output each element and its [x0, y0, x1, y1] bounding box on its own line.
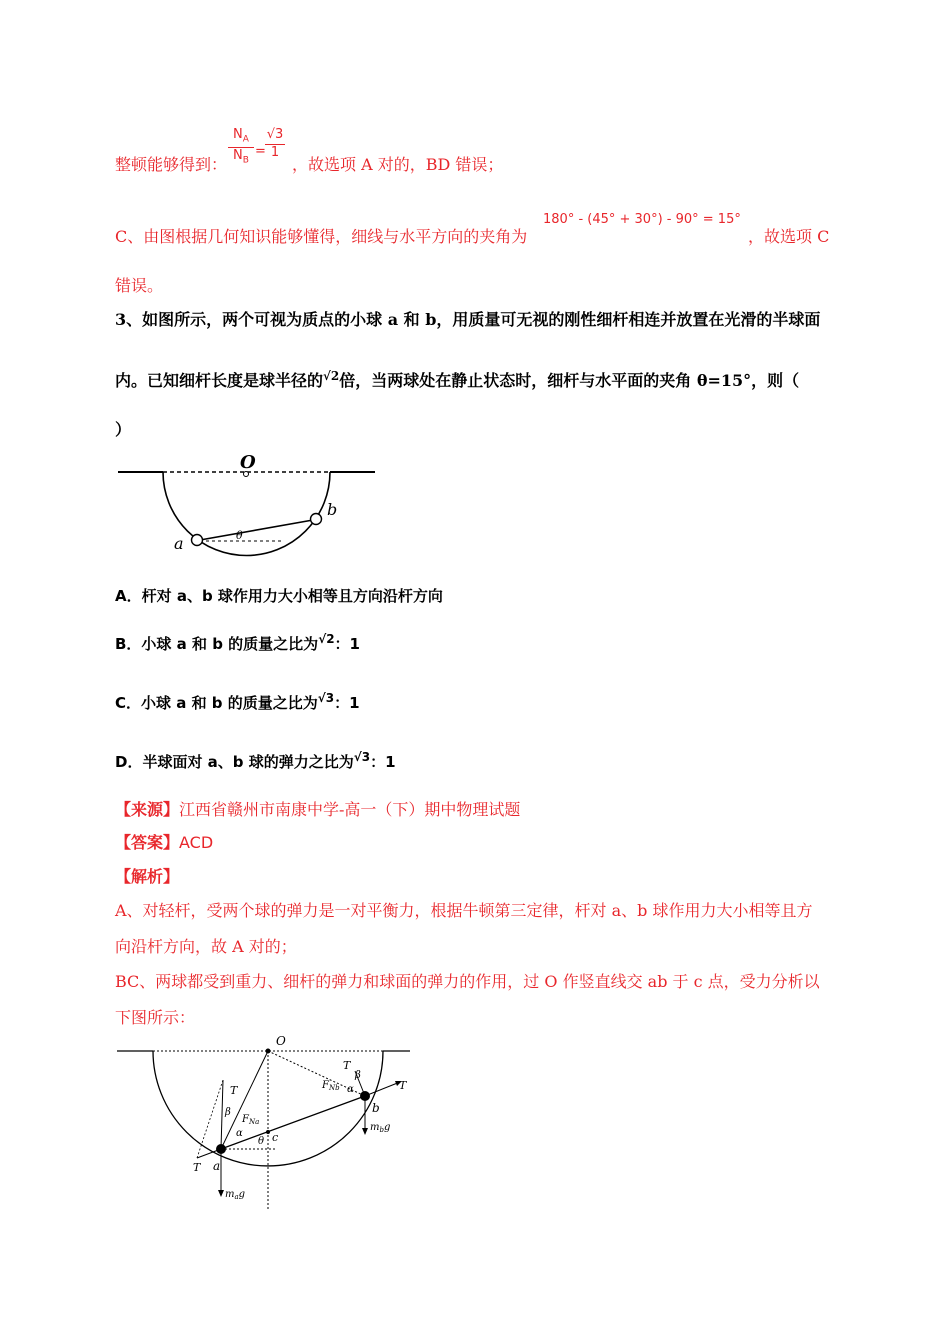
fig2-label-alpha-a: α	[236, 1128, 243, 1139]
analysis-line2: 向沿杆方向，故 A 对的；	[115, 937, 297, 956]
c-suffix: ，故选项 C	[748, 227, 830, 246]
ratio-rhs-fraction	[265, 127, 285, 160]
answer-label: 【答案】	[115, 833, 180, 852]
fig2-label-b: b	[372, 1101, 380, 1115]
fig2-label-theta: θ	[258, 1136, 265, 1147]
fig2-label-beta-a: β	[225, 1107, 231, 1118]
option-c	[115, 691, 360, 713]
fig2-label-O: O	[276, 1034, 286, 1048]
fig2-label-T-right: T	[399, 1079, 407, 1092]
gravity-a-arrow	[218, 1190, 224, 1197]
fig2-label-beta-b: β	[355, 1070, 361, 1081]
label-theta: θ	[236, 529, 243, 542]
question-line2-a: 内。已知细杆长度是球半径的	[115, 371, 324, 390]
hemisphere-arc	[163, 472, 330, 556]
fig2-label-a: a	[213, 1159, 221, 1173]
ratio-line	[115, 152, 227, 175]
ratio-num-sub: A	[242, 134, 249, 145]
analysis-line1: A、对轻杆，受两个球的弹力是一对平衡力，根据牛顿第三定律，杆对 a、b 球作用力大小相等且方	[115, 901, 813, 920]
option-c-suffix: ：1	[334, 694, 360, 712]
tension-b	[365, 1082, 400, 1096]
ball-b-2	[360, 1091, 370, 1101]
fig2-label-FNa: $F_{Na}$	[242, 1114, 260, 1126]
option-c-sqrt: √3	[317, 691, 335, 705]
sqrt2-symbol: √2	[323, 368, 340, 383]
fig2-label-alpha-b: α	[347, 1084, 354, 1095]
point-c	[266, 1130, 270, 1134]
analysis-line3: BC、两球都受到重力、细杆的弹力和球面的弹力的作用，过 O 作竖直线交 ab 于 c 点，受力分析以	[115, 972, 820, 991]
analysis-line4: 下图所示：	[115, 1008, 196, 1027]
gravity-b-arrow	[362, 1128, 368, 1135]
ratio-fraction	[228, 127, 254, 165]
fig2-label-mbg: $m_bg$	[370, 1122, 391, 1134]
question-line2-b: 倍，当两球处在静止状态时，细杆与水平面的夹角 θ=15°，则（	[339, 371, 800, 390]
question-line2	[115, 368, 799, 391]
hemisphere-figure	[115, 448, 380, 573]
ratio-den-sub: B	[242, 155, 249, 166]
fig2-label-mag: $m_ag$	[225, 1189, 246, 1201]
c-prefix: C、由图根据几何知识能够懂得，细线与水平方向的夹角为	[115, 227, 528, 246]
answer-text: ACD	[179, 833, 214, 852]
analysis-label: 【解析】	[115, 867, 180, 886]
source-text: 江西省赣州市南康中学-高一（下）期中物理试题	[179, 800, 521, 819]
rod	[200, 520, 313, 540]
fig2-label-T-upper: T	[230, 1084, 238, 1097]
option-d	[115, 750, 396, 772]
option-b-suffix: ：1	[334, 635, 360, 653]
tension-a-up	[221, 1080, 223, 1149]
ratio-rhs-den: 1	[265, 144, 285, 160]
source-label: 【来源】	[115, 800, 180, 819]
ball-b	[311, 514, 322, 525]
ratio-eq: =	[255, 144, 266, 159]
fig2-label-FNb: $F_{Nb}$	[322, 1080, 340, 1092]
c-tail: 错误。	[115, 276, 164, 295]
ratio-num: N	[233, 127, 243, 142]
fig2-label-c: c	[272, 1131, 279, 1144]
c-formula: 180° - (45° + 30°) - 90° = 15°	[543, 212, 741, 227]
ratio-suffix: ，故选项 A 对的，BD 错误；	[292, 155, 504, 174]
ball-a-2	[216, 1144, 226, 1154]
ball-a	[192, 535, 203, 546]
option-d-sqrt: √3	[353, 750, 371, 764]
option-a: A．杆对 a、b 球作用力大小相等且方向沿杆方向	[115, 587, 443, 605]
question-line1: 3、如图所示，两个可视为质点的小球 a 和 b，用质量可无视的刚性细杆相连并放置在光滑的半球面	[115, 310, 821, 329]
option-b-prefix: B．小球 a 和 b 的质量之比为	[115, 635, 319, 653]
label-O: O	[240, 452, 256, 473]
option-d-suffix: ：1	[370, 753, 396, 771]
answer-line	[115, 830, 213, 853]
option-b-sqrt: √2	[318, 632, 335, 646]
label-b: b	[327, 500, 338, 519]
option-d-prefix: D．半球面对 a、b 球的弹力之比为	[115, 753, 354, 771]
ratio-rhs-num: √3	[266, 127, 284, 142]
question-line3: ）	[115, 420, 132, 439]
force-analysis-figure	[115, 1030, 415, 1215]
fig2-label-T-b: T	[343, 1059, 351, 1072]
ratio-den: N	[233, 147, 243, 163]
option-c-prefix: C．小球 a 和 b 的质量之比为	[115, 694, 318, 712]
source-line	[115, 797, 520, 820]
option-b	[115, 632, 360, 654]
label-a: a	[174, 534, 184, 553]
ratio-prefix: 整顿能够得到：	[115, 155, 228, 174]
fig2-label-T-lower: T	[193, 1161, 201, 1174]
